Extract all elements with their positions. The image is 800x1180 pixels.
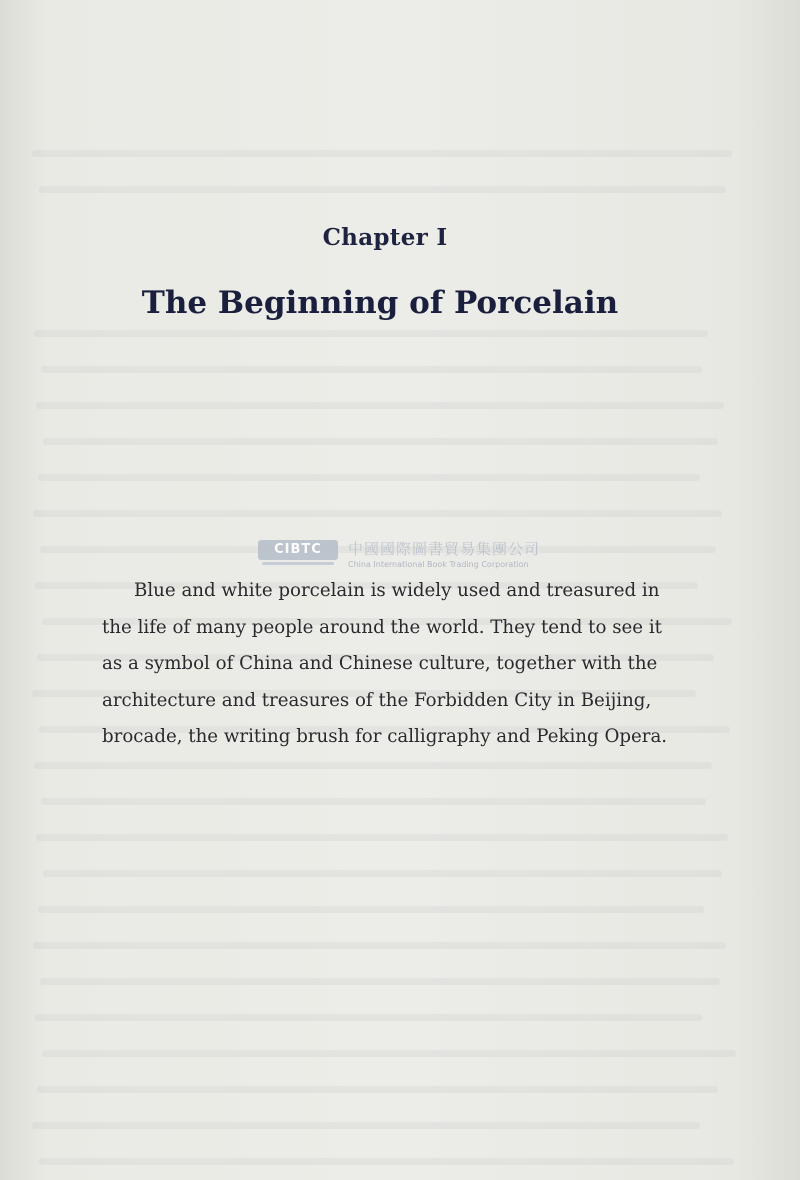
show-through-line	[38, 906, 704, 913]
show-through-line	[32, 150, 732, 157]
show-through-line	[35, 1014, 702, 1021]
show-through-line	[36, 402, 724, 409]
show-through-line	[40, 978, 720, 985]
show-through-line	[33, 942, 726, 949]
paragraph: Blue and white porcelain is widely used and treasured in the life of many people around the world. They tend to see it as a symbol of China and Chinese culture, together with the architecture and treasures of the Forbidden City in Beijing, brocade, the writing brush for calligraphy and Peking Opera.	[102, 580, 668, 747]
show-through-line	[37, 1086, 718, 1093]
show-through-line	[38, 474, 700, 481]
watermark-logo: CIBTC	[258, 540, 338, 560]
chapter-title: The Beginning of Porcelain	[141, 285, 619, 321]
show-through-line	[43, 870, 722, 877]
show-through-line	[41, 366, 702, 373]
show-through-line	[36, 834, 728, 841]
watermark-chinese-name: 中國國際圖書貿易集團公司	[348, 540, 541, 558]
show-through-line	[34, 330, 708, 337]
body-text	[102, 573, 672, 756]
show-through-line	[32, 1122, 700, 1129]
show-through-line	[43, 438, 718, 445]
show-through-line	[33, 510, 722, 517]
show-through-line	[39, 1158, 734, 1165]
show-through-line	[34, 762, 712, 769]
show-through-line	[39, 186, 726, 193]
watermark-english-name: China International Book Trading Corporation	[348, 560, 529, 569]
publisher-watermark	[258, 538, 558, 578]
show-through-line	[42, 1050, 736, 1057]
chapter-number: Chapter I	[322, 224, 448, 251]
show-through-line	[41, 798, 706, 805]
